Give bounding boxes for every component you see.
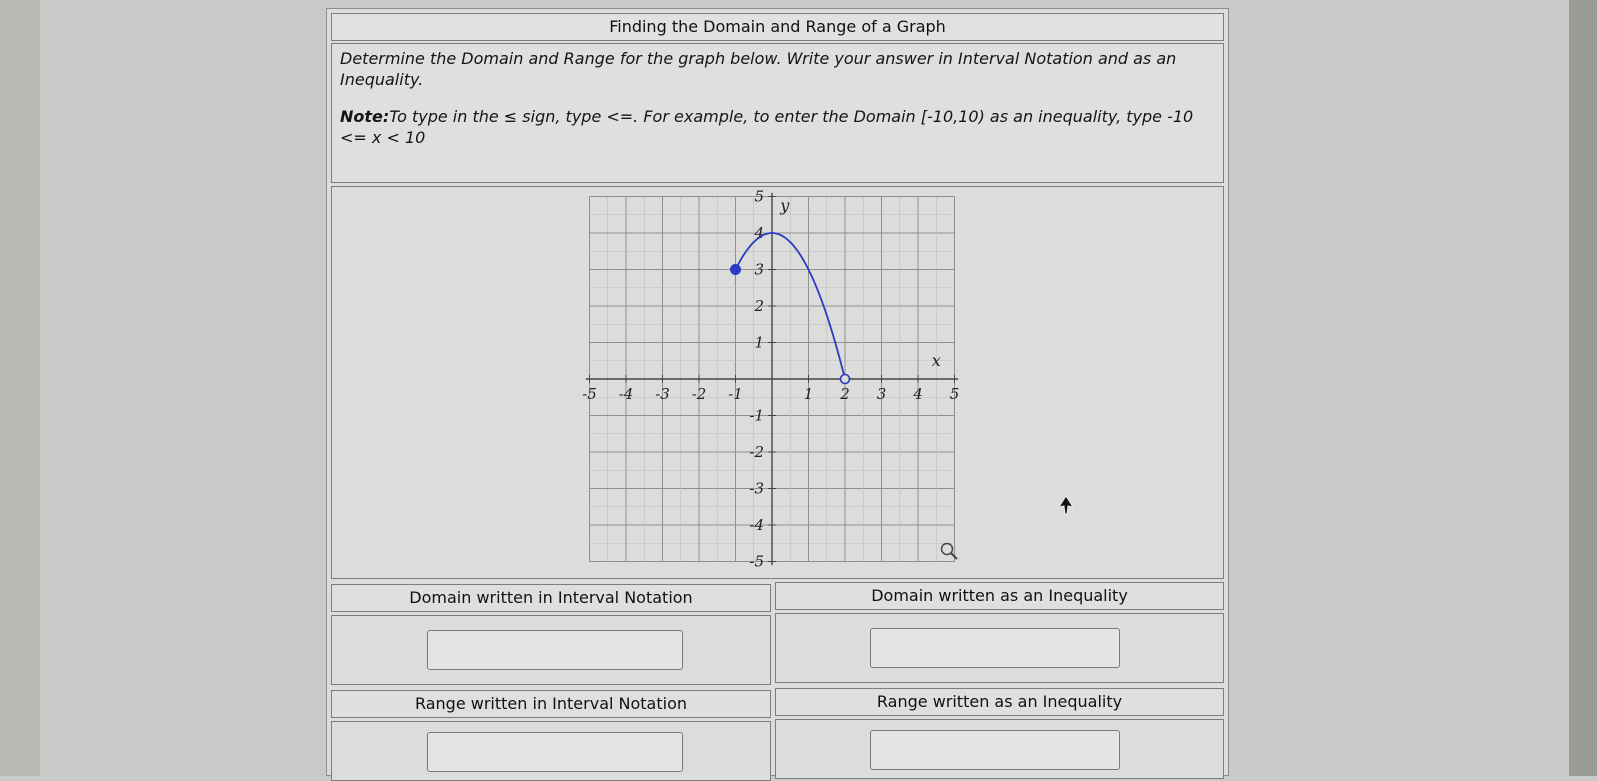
y-tick-label: -4 <box>749 516 764 534</box>
domain-interval-label: Domain written in Interval Notation <box>331 584 771 612</box>
y-axis-label: y <box>780 196 790 216</box>
range-interval-cell <box>331 721 771 781</box>
range-inequality-label: Range written as an Inequality <box>775 688 1224 716</box>
x-tick-label: -1 <box>728 385 743 403</box>
y-tick-label: 3 <box>754 260 764 279</box>
note-text <box>340 106 1215 148</box>
monitor-bezel-left <box>0 0 40 776</box>
function-graph <box>332 187 1225 580</box>
instructions-box <box>331 43 1224 183</box>
domain-inequality-label: Domain written as an Inequality <box>775 582 1224 610</box>
domain-inequality-input[interactable] <box>870 628 1120 668</box>
monitor-bezel-right <box>1569 0 1597 776</box>
x-tick-label: 1 <box>803 385 814 403</box>
y-tick-label: -2 <box>749 443 764 461</box>
x-tick-label: -2 <box>691 385 707 403</box>
domain-inequality-cell <box>775 613 1224 683</box>
range-interval-label: Range written in Interval Notation <box>331 690 771 718</box>
y-tick-label: 4 <box>754 224 764 242</box>
domain-interval-cell <box>331 615 771 685</box>
range-interval-input[interactable] <box>427 732 683 772</box>
range-inequality-cell <box>775 719 1224 779</box>
x-tick-label: 4 <box>913 385 923 403</box>
y-tick-label: -5 <box>749 552 764 571</box>
x-tick-label: -4 <box>618 385 634 403</box>
note-label: Note: <box>340 107 390 126</box>
x-tick-label: 2 <box>840 385 850 403</box>
note-example: <= x < 10 <box>340 128 426 147</box>
x-tick-label: 3 <box>876 385 887 403</box>
x-tick-label: -5 <box>582 385 597 403</box>
x-tick-label: -3 <box>655 385 670 403</box>
y-tick-label: 5 <box>754 187 764 206</box>
instruction-text: Determine the Domain and Range for the graph below. Write your answer in Interval Notation and as an Inequality. <box>340 49 1177 89</box>
x-tick-label: 5 <box>949 385 960 403</box>
y-tick-label: -1 <box>749 406 764 425</box>
graph-area <box>331 186 1224 579</box>
open-endpoint <box>841 375 850 384</box>
closed-endpoint <box>730 264 741 275</box>
domain-interval-input[interactable] <box>427 630 683 670</box>
y-tick-label: 2 <box>754 297 764 315</box>
y-tick-label: 1 <box>754 333 764 352</box>
range-inequality-input[interactable] <box>870 730 1120 770</box>
mouse-pointer-icon <box>1057 495 1075 517</box>
x-axis-label: x <box>931 351 941 371</box>
y-tick-label: -3 <box>749 479 764 498</box>
note-body: To type in the ≤ sign, type <=. For example, to enter the Domain [-10,10) as an inequality, type -10 <box>389 107 1194 126</box>
question-panel <box>326 8 1229 776</box>
page-title: Finding the Domain and Range of a Graph <box>331 13 1224 41</box>
